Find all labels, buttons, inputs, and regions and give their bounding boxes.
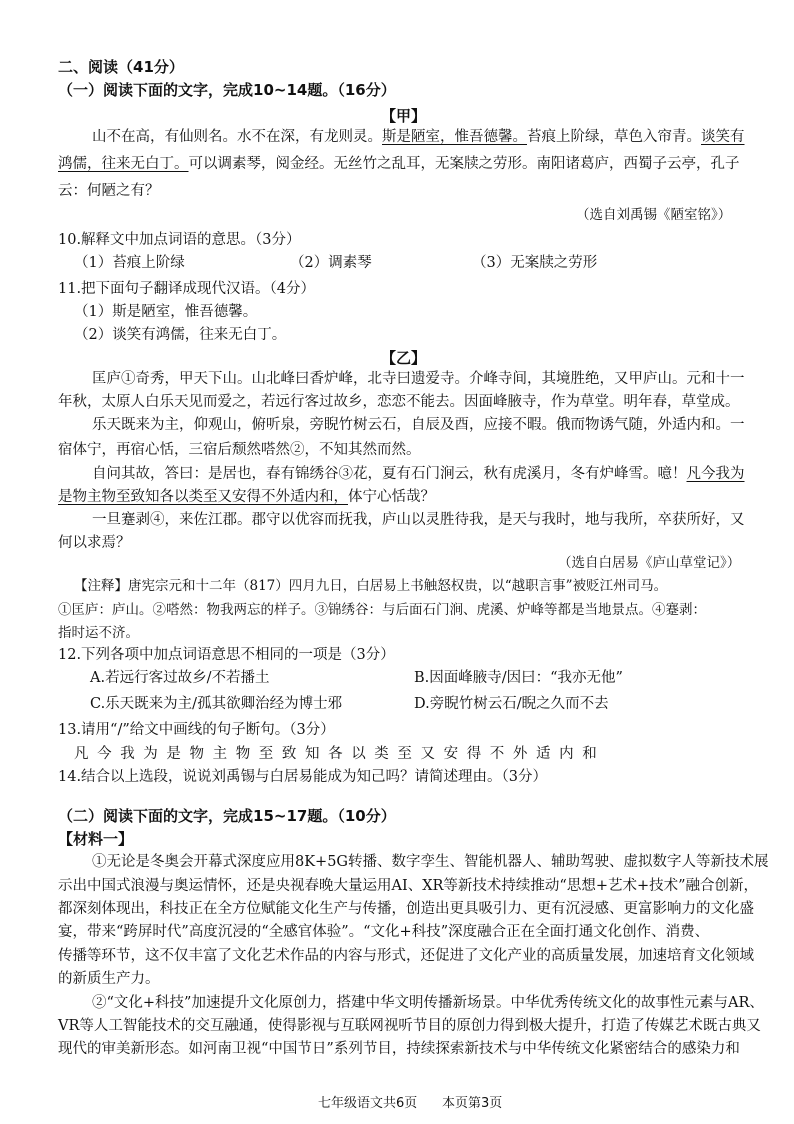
yi-note-3: 指时运不济。 [58,625,139,641]
yi-underline-1: 凡今我为 [686,466,745,482]
yi-text: 自问其故，答曰：是居也，春有锦绣谷③花，夏有石门涧云，秋有虎溪月，冬有炉峰雪。噫！ [92,466,687,482]
passage-yi-line3: 乐天既来为主，仰观山，俯听泉，旁睨竹树云石，自辰及酉，应接不暇。俄而物诱气随，外适内和。一 [92,417,745,433]
q13-stem: 13.请用“/”给文中画线的句子断句。（3分） [58,722,335,738]
m1-para1-line2: 示出中国式浪漫与奥运情怀，还是央视春晚大量运用AI、XR等新技术持续推动“思想+艺术+技术”融合创新， [58,878,759,894]
part1-header: （一）阅读下面的文字，完成10~14题。（16分） [58,81,396,99]
m1-para1-line5: 传播等环节，这不仅丰富了文化艺术作品的内容与形式，还促进了文化产业的高质量发展，加速培育文化领域 [58,948,754,964]
m1-para1-line3: 都深刻体现出，科技正在全方位赋能文化生产与传播，创造出更具吸引力、更有沉浸感、更富影响力的文化盛 [58,901,754,917]
q12-option-c: C.乐天既来为主/孤其欲卿治经为博士邪 [90,696,343,712]
m1-para1-line6: 的新质生产力。 [58,971,160,987]
passage-yi-line5 [92,464,745,484]
q10-item-1: （1）苔痕上阶绿 [74,255,185,271]
q14-stem: 14.结合以上选段，说说刘禹锡与白居易能成为知己吗？请简述理由。（3分） [58,769,548,785]
q11-item-2: （2）谈笑有鸿儒，往来无白丁。 [74,327,287,343]
passage-yi-line7: 一旦蹇剥④，来佐江郡。郡守以优容而抚我，庐山以灵胜待我，是天与我时，地与我所，卒获所好，又 [92,512,745,528]
passage-jia-label: 【甲】 [381,107,427,125]
m1-para2-line1: ②“文化+科技”加速提升文化原创力，搭建中华文明传播新场景。中华优秀传统文化的故事性元素与AR、 [92,995,764,1011]
yi-text: 体宁心恬哉？ [348,489,435,505]
material-1-label: 【材料一】 [58,830,134,848]
m1-para2-line3: 现代的审美新形态。如河南卫视“中国节日”系列节目，持续探索新技术与中华传统文化紧密结合的感染力和 [58,1041,740,1057]
q12-option-a: A.若远行客过故乡/不若播土 [90,670,270,686]
passage-yi-line2: 年秋，太原人白乐天见而爱之，若远行客过故乡，恋恋不能去。因面峰腋寺，作为草堂。明年春，草堂成。 [58,394,740,410]
footer-page-number: 本页第3页 [442,1096,503,1111]
jia-underline-2: 谈笑有 [701,129,745,145]
jia-text: 可以调素琴，阅金经。无丝竹之乱耳，无案牍之劳形。南阳诸葛庐，西蜀子云亭，孔子 [188,156,740,172]
footer-total-pages: 七年级语文共6页 [318,1096,418,1111]
yi-note-1: 【注释】唐宪宗元和十二年（817）四月九日，白居易上书触怒权贵，以“越职言事”被贬江州司马。 [74,578,668,594]
q12-option-d: D.旁睨竹树云石/睨之久而不去 [414,696,609,712]
m1-para1-line1: ①无论是冬奥会开幕式深度应用8K+5G转播、数字孪生、智能机器人、辅助驾驶、虚拟数字人等新技术展 [92,854,769,870]
passage-yi-source: （选自白居易《庐山草堂记》） [558,555,741,571]
q10-stem: 10.解释文中加点词语的意思。（3分） [58,232,301,248]
q13-sentence: 凡今我为是物主物至致知各以类至又安得不外适内和 [74,746,606,762]
q11-stem: 11.把下面句子翻译成现代汉语。（4分） [58,281,316,297]
jia-underline-1: 斯是陋室，惟吾德馨。 [382,129,527,145]
yi-underline-2: 是物主物至致知各以类至又安得不外适内和， [58,489,348,505]
passage-yi-line4: 宿体宁，再宿心恬，三宿后颓然嗒然②，不知其然而然。 [58,442,421,458]
passage-jia-source: （选自刘禹锡《陋室铭》） [576,207,732,223]
passage-yi-line6 [58,487,435,507]
jia-text: 山不在高，有仙则名。水不在深，有龙则灵。 [92,129,382,145]
m1-para1-line4: 宴，带来“跨屏时代”高度沉浸的“全感官体验”。“文化+科技”深度融合正在全面打通文化创作、消费、 [58,924,710,940]
passage-jia-line2 [58,154,740,174]
part2-header: （二）阅读下面的文字，完成15~17题。（10分） [58,807,396,825]
passage-yi-line8: 何以求焉？ [58,535,131,551]
jia-underline-3: 鸿儒，往来无白丁。 [58,156,189,172]
m1-para2-line2: VR等人工智能技术的交互融通，使得影视与互联网视听节目的原创力得到极大提升，打造了传媒艺术既古典又 [58,1018,761,1034]
passage-jia-line3: 云：何陋之有？ [58,183,160,199]
q10-item-2: （2）调素琴 [290,255,372,271]
q10-item-3: （3）无案牍之劳形 [472,255,598,271]
q12-option-b: B.因面峰腋寺/因曰：“我亦无他” [414,670,623,686]
q11-item-1: （1）斯是陋室，惟吾德馨。 [74,304,258,320]
yi-note-2: ①匡庐：庐山。②嗒然：物我两忘的样子。③锦绣谷：与后面石门涧、虎溪、炉峰等都是当地景点。④蹇剥： [58,602,706,618]
passage-jia-line1 [92,127,745,147]
q12-stem: 12.下列各项中加点词语意思不相同的一项是（3分） [58,647,395,663]
jia-text: 苔痕上阶绿，草色入帘青。 [527,129,701,145]
passage-yi-label: 【乙】 [381,349,427,367]
passage-yi-line1: 匡庐①奇秀，甲天下山。山北峰曰香炉峰，北寺曰遗爱寺。介峰寺间，其境胜绝，又甲庐山。元和十一 [92,371,745,387]
section-title: 二、阅读（41分） [58,58,184,76]
